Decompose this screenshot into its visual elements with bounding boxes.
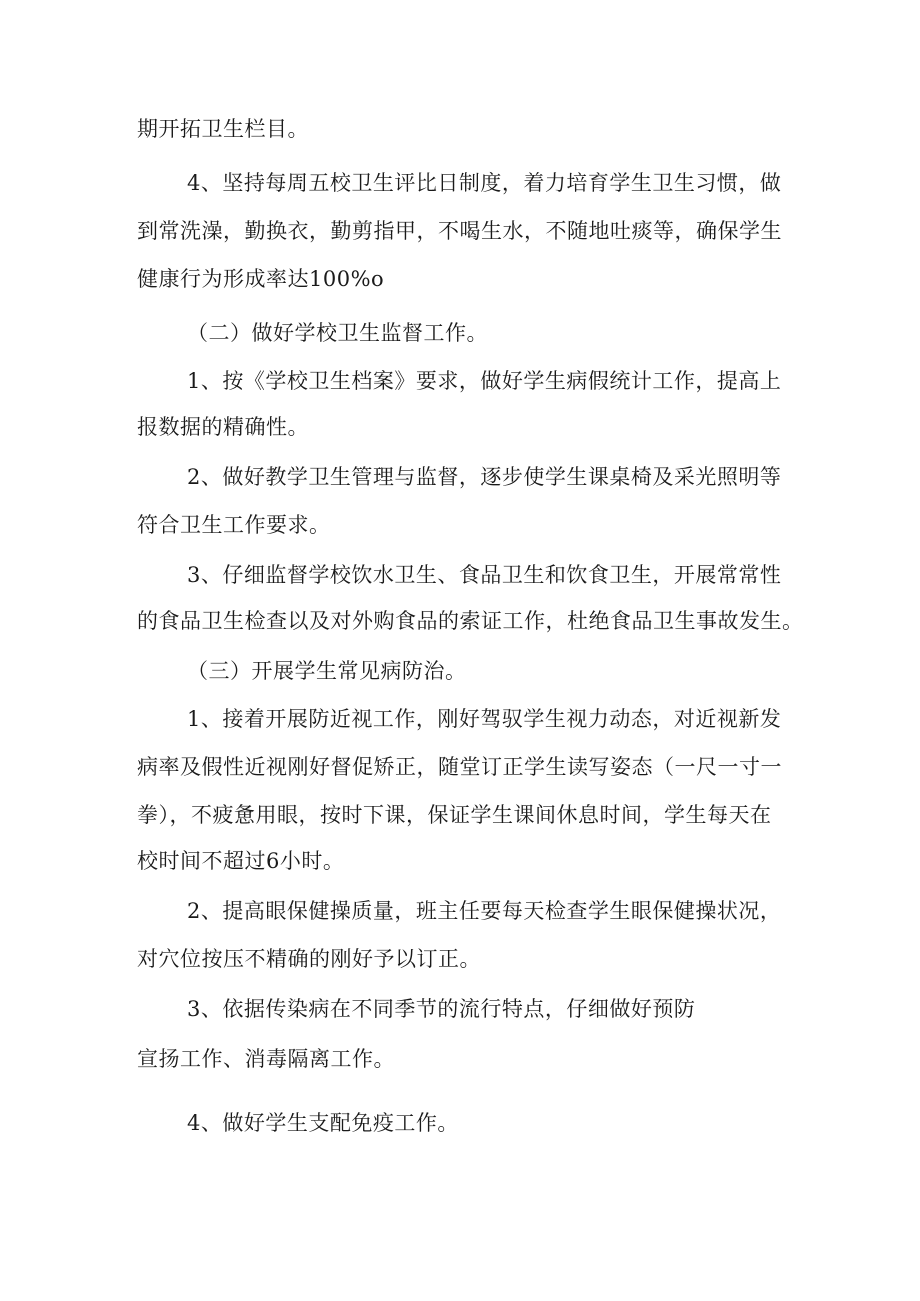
text-line: 报数据的精确性。 xyxy=(137,415,309,439)
text-line: 拳），不疲惫用眼，按时下课，保证学生课间休息时间，学生每天在 xyxy=(137,803,772,827)
text-line: 健康行为形成率达100%o xyxy=(137,267,385,291)
text-line: 校时间不超过6小时。 xyxy=(137,849,345,873)
text-line: 病率及假性近视刚好督促矫正，随堂订正学生读写姿态（一尺一寸一 xyxy=(137,755,782,779)
text-line: 的食品卫生检查以及对外购食品的索证工作，杜绝食品卫生事故发生。 xyxy=(137,609,804,633)
section-heading: （二）做好学校卫生监督工作。 xyxy=(187,321,488,345)
text-line: 符合卫生工作要求。 xyxy=(137,513,331,537)
text-line: 到常洗澡，勤换衣，勤剪指甲，不喝生水，不随地吐痰等，确保学生 xyxy=(137,219,782,243)
text-line: 3、依据传染病在不同季节的流行特点，仔细做好预防 xyxy=(187,997,696,1021)
text-line: 3、仔细监督学校饮水卫生、食品卫生和饮食卫生，开展常常性 xyxy=(187,563,782,587)
text-line: 2、提高眼保健操质量，班主任要每天检查学生眼保健操状况， xyxy=(187,899,782,923)
text-line: 期开拓卫生栏目。 xyxy=(137,117,309,141)
text-line: 4、坚持每周五校卫生评比日制度，着力培育学生卫生习惯，做 xyxy=(187,171,782,195)
section-heading: （三）开展学生常见病防治。 xyxy=(187,659,467,683)
text-line: 1、按《学校卫生档案》要求，做好学生病假统计工作，提高上 xyxy=(187,369,782,393)
text-line: 对穴位按压不精确的刚好予以订正。 xyxy=(137,947,481,971)
text-line: 2、做好教学卫生管理与监督，逐步使学生课桌椅及采光照明等 xyxy=(187,465,782,489)
text-line: 4、做好学生支配免疫工作。 xyxy=(187,1111,459,1135)
text-line: 宣扬工作、消毒隔离工作。 xyxy=(137,1047,395,1071)
text-line: 1、接着开展防近视工作，刚好驾驭学生视力动态，对近视新发 xyxy=(187,707,782,731)
